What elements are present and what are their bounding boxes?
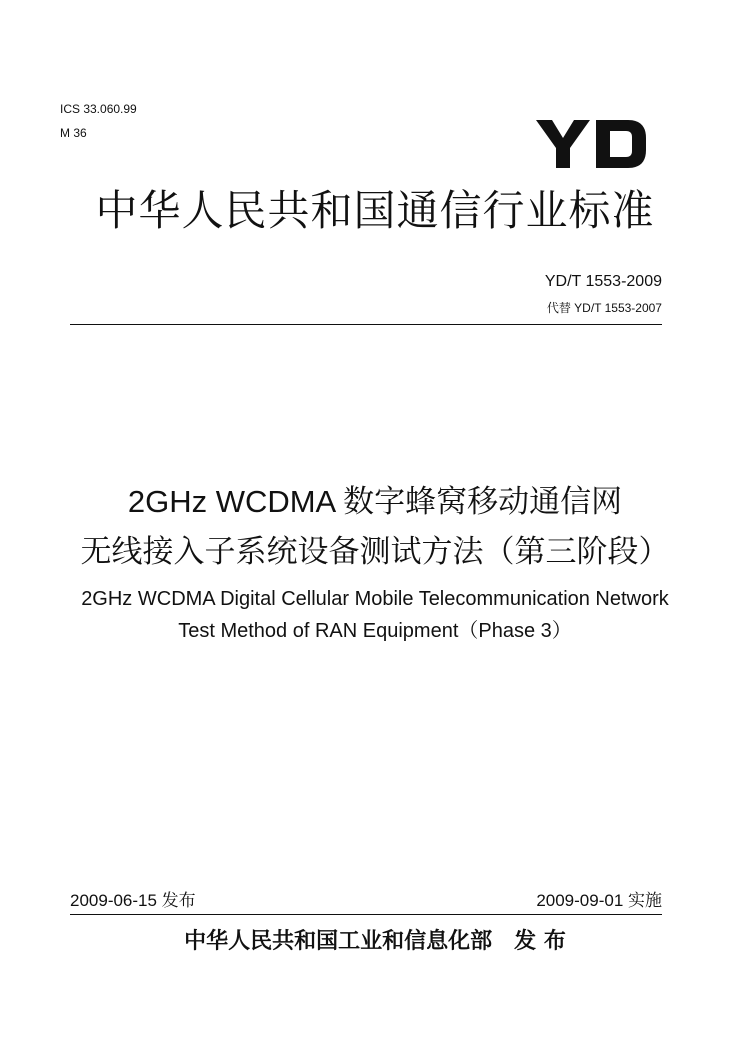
title-zh-line2: 无线接入子系统设备测试方法（第三阶段） [80, 534, 670, 569]
title-en-line1: 2GHz WCDMA Digital Cellular Mobile Telecommunication Network [81, 588, 669, 610]
replaces-standard: 代替 YD/T 1553-2007 [546, 301, 662, 315]
yd-logo [530, 116, 650, 172]
footer-divider [70, 914, 662, 915]
issue-date: 2009-06-15 发布 [70, 891, 196, 910]
standard-number: YD/T 1553-2009 [544, 273, 662, 290]
ics-code: ICS 33.060.99 [60, 102, 137, 116]
classification-code: M 36 [60, 126, 87, 140]
title-en-line2: Test Method of RAN Equipment（Phase 3） [178, 620, 572, 642]
header-divider [70, 324, 662, 325]
implement-date: 2009-09-01 实施 [536, 891, 662, 910]
standard-category-title: 中华人民共和国通信行业标准 [95, 187, 655, 234]
title-zh-line1: 2GHz WCDMA 数字蜂窝移动通信网 [127, 484, 623, 519]
publisher: 中华人民共和国工业和信息化部 发 布 [184, 928, 566, 954]
